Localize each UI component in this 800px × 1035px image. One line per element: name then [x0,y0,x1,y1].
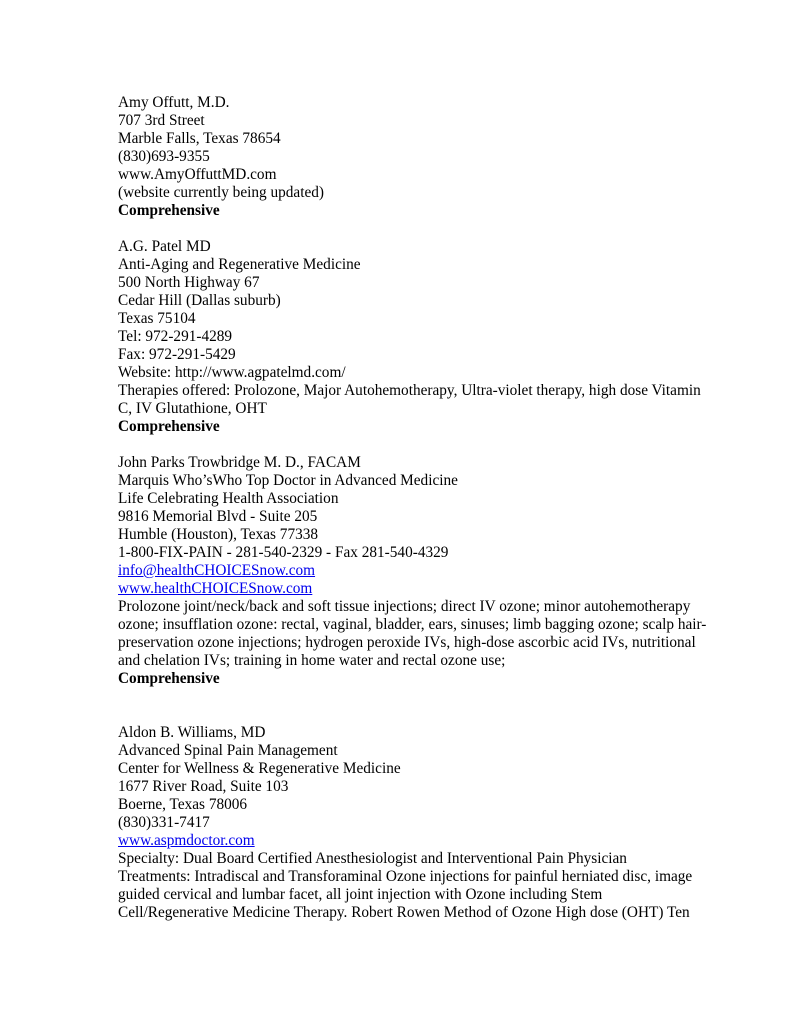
doctor-name: A.G. Patel MD [118,238,211,255]
street-address: 500 North Highway 67 [118,274,260,291]
street-address: 1677 River Road, Suite 103 [118,778,289,795]
street-address: 9816 Memorial Blvd - Suite 205 [118,508,318,525]
doctor-name: Aldon B. Williams, MD [118,724,266,741]
website-note: (website currently being updated) [118,184,325,201]
practice-name: Anti-Aging and Regenerative Medicine [118,256,361,273]
treatments-line-2: guided cervical and lumbar facet, all joint injection with Ozone including Stem [118,886,603,903]
city-state-zip: Humble (Houston), Texas 77338 [118,526,319,543]
treatments-line-4: and chelation IVs; training in home water and rectal ozone use; [118,652,506,669]
treatments-line-1: Treatments: Intradiscal and Transforaminal Ozone injections for painful herniated disc, image [118,868,693,885]
phone-number: (830)331-7417 [118,814,210,831]
practice-name: Advanced Spinal Pain Management [118,742,338,759]
document-page [118,94,738,922]
therapies-line-2: C, IV Glutathione, OHT [118,400,267,417]
website: Website: http://www.agpatelmd.com/ [118,364,346,381]
treatments-line-2: ozone; insufflation ozone: rectal, vaginal, bladder, ears, sinuses; limb bagging ozone; scalp hair- [118,616,707,633]
category-label: Comprehensive [118,418,220,435]
doctor-name: Amy Offutt, M.D. [118,94,230,111]
website: www.AmyOffuttMD.com [118,166,277,183]
website-link[interactable]: www.aspmdoctor.com [118,832,255,849]
phone-number: (830)693-9355 [118,148,210,165]
treatments-line-3: Cell/Regenerative Medicine Therapy. Robert Rowen Method of Ozone High dose (OHT) Ten [118,904,690,921]
city-state-zip: Marble Falls, Texas 78654 [118,130,281,147]
category-label: Comprehensive [118,670,220,687]
city-state-zip: Boerne, Texas 78006 [118,796,248,813]
center-name: Center for Wellness & Regenerative Medicine [118,760,401,777]
honor-text: Marquis Who’sWho Top Doctor in Advanced Medicine [118,472,458,489]
category-label: Comprehensive [118,202,220,219]
email-link[interactable]: info@healthCHOICESnow.com [118,562,316,579]
listing-aldon-williams [118,724,738,922]
fax-number: Fax: 972-291-5429 [118,346,236,363]
spacer [118,436,738,454]
phone-fax-numbers: 1-800-FIX-PAIN - 281-540-2329 - Fax 281-540-4329 [118,544,449,561]
spacer [118,688,738,724]
listing-amy-offutt [118,94,738,220]
state-zip: Texas 75104 [118,310,196,327]
treatments-line-3: preservation ozone injections; hydrogen peroxide IVs, high-dose ascorbic acid IVs, nutritional [118,634,696,651]
city: Cedar Hill (Dallas suburb) [118,292,281,309]
spacer [118,220,738,238]
therapies-line-1: Therapies offered: Prolozone, Major Autohemotherapy, Ultra-violet therapy, high dose Vitamin [118,382,701,399]
phone-number: Tel: 972-291-4289 [118,328,233,345]
specialty-text: Specialty: Dual Board Certified Anesthesiologist and Interventional Pain Physician [118,850,627,867]
doctor-name: John Parks Trowbridge M. D., FACAM [118,454,361,471]
association-name: Life Celebrating Health Association [118,490,339,507]
listing-ag-patel [118,238,738,436]
street-address: 707 3rd Street [118,112,205,129]
listing-john-trowbridge [118,454,738,688]
treatments-line-1: Prolozone joint/neck/back and soft tissue injections; direct IV ozone; minor autohemotherapy [118,598,691,615]
website-link[interactable]: www.healthCHOICESnow.com [118,580,313,597]
